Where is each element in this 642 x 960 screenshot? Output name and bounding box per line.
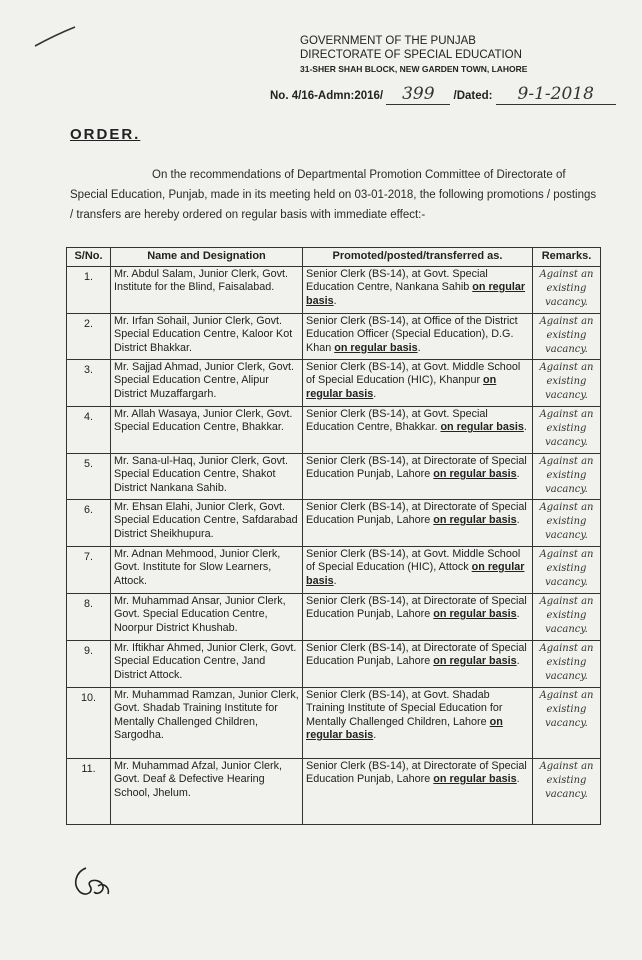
row-name-designation: Mr. Adnan Mehmood, Junior Clerk, Govt. Institute for Slow Learners, Attock. [111,546,303,593]
table-header-row [67,248,601,267]
regular-basis-text: on regular basis [433,608,517,620]
regular-basis-text: on regular basis [306,374,497,400]
regular-basis-text: on regular basis [433,468,517,480]
row-sno: 5. [67,453,111,499]
row-promoted-as: Senior Clerk (BS-14), at Directorate of Special Education Punjab, Lahore on regular basis. [303,640,533,687]
row-remarks: Against an existing vacancy. [533,758,601,824]
regular-basis-text: on regular basis [440,421,524,433]
row-name-designation: Mr. Muhammad Ansar, Junior Clerk, Govt. Special Education Centre, Noorpur District Khushab. [111,593,303,640]
promoted-text: Senior Clerk (BS-14), at Govt. Special Education Centre, Bhakkar. [306,407,488,433]
promoted-text: Senior Clerk (BS-14), at Directorate of Special Education Punjab, Lahore [306,759,527,785]
regular-basis-text: on regular basis [433,773,517,785]
row-promoted-as: Senior Clerk (BS-14), at Directorate of Special Education Punjab, Lahore on regular basis. [303,758,533,824]
promoted-text: Senior Clerk (BS-14), at Directorate of Special Education Punjab, Lahore [306,594,527,620]
row-sno: 7. [67,546,111,593]
row-promoted-as: Senior Clerk (BS-14), at Directorate of Special Education Punjab, Lahore on regular basis. [303,499,533,546]
row-remarks: Against an existing vacancy. [533,546,601,593]
table-row [67,499,601,546]
row-remarks: Against an existing vacancy. [533,266,601,313]
row-promoted-as: Senior Clerk (BS-14), at Govt. Special Education Centre, Nankana Sahib on regular basis. [303,266,533,313]
row-name-designation: Mr. Iftikhar Ahmed, Junior Clerk, Govt. Special Education Centre, Jand District Attock. [111,640,303,687]
row-promoted-as: Senior Clerk (BS-14), at Directorate of Special Education Punjab, Lahore on regular basis. [303,453,533,499]
row-name-designation: Mr. Sajjad Ahmad, Junior Clerk, Govt. Special Education Centre, Alipur District Muzaffargarh. [111,359,303,406]
letterhead [300,34,540,76]
row-sno: 9. [67,640,111,687]
reference-number: 399 [386,84,450,105]
row-sno: 11. [67,758,111,824]
row-promoted-as: Senior Clerk (BS-14), at Govt. Special Education Centre, Bhakkar. on regular basis. [303,406,533,453]
promoted-text: Senior Clerk (BS-14), at Directorate of Special Education Punjab, Lahore [306,641,527,667]
row-sno: 10. [67,687,111,758]
promoted-text: Senior Clerk (BS-14), at Office of the District Education Officer (Special Education), D.G. Khan [306,314,518,354]
row-remarks: Against an existing vacancy. [533,313,601,359]
table-row [67,266,601,313]
reference-line [270,84,616,105]
order-title: ORDER. [70,126,141,143]
row-promoted-as: Senior Clerk (BS-14), at Govt. Shadab Training Institute of Special Education for Mentally Challenged Children, Lahore on regular basis. [303,687,533,758]
regular-basis-text: on regular basis [334,341,418,354]
pen-mark-icon [32,24,78,50]
row-promoted-as: Senior Clerk (BS-14), at Govt. Middle School of Special Education (HIC), Khanpur on regular basis. [303,359,533,406]
header-promoted: Promoted/posted/transferred as. [303,248,533,267]
row-name-designation: Mr. Muhammad Afzal, Junior Clerk, Govt. Deaf & Defective Hearing School, Jhelum. [111,758,303,824]
regular-basis-text: on regular basis [306,715,503,741]
row-name-designation: Mr. Sana-ul-Haq, Junior Clerk, Govt. Special Education Centre, Shakot District Nankana Sahib. [111,453,303,499]
promotions-table [66,247,601,825]
promoted-text: Senior Clerk (BS-14), at Govt. Special Education Centre, Nankana Sahib [306,267,488,293]
promoted-text: Senior Clerk (BS-14), at Govt. Shadab Training Institute of Special Education for Mentally Challenged Children, Lahore [306,688,503,728]
table-row [67,453,601,499]
table-row [67,687,601,758]
regular-basis-text: on regular basis [306,561,525,587]
row-promoted-as: Senior Clerk (BS-14), at Office of the District Education Officer (Special Education), D.G. Khan on regular basis. [303,313,533,359]
table-row [67,640,601,687]
regular-basis-text: on regular basis [306,281,526,307]
row-name-designation: Mr. Abdul Salam, Junior Clerk, Govt. Institute for the Blind, Faisalabad. [111,266,303,313]
table-row [67,593,601,640]
regular-basis-text: on regular basis [433,514,517,526]
promoted-text: Senior Clerk (BS-14), at Govt. Middle School of Special Education (HIC), Khanpur [306,360,521,386]
letterhead-line-directorate: DIRECTORATE OF SPECIAL EDUCATION [300,49,522,61]
regular-basis-text: on regular basis [433,655,517,667]
signature-icon [68,862,120,902]
row-name-designation: Mr. Muhammad Ramzan, Junior Clerk, Govt. Shadab Training Institute for Mentally Challenged Children, Sargodha. [111,687,303,758]
dated-label: /Dated: [453,90,493,102]
row-sno: 3. [67,359,111,406]
row-promoted-as: Senior Clerk (BS-14), at Govt. Middle School of Special Education (HIC), Attock on regular basis. [303,546,533,593]
reference-date: 9-1-2018 [496,84,616,105]
row-remarks: Against an existing vacancy. [533,640,601,687]
row-sno: 4. [67,406,111,453]
row-sno: 8. [67,593,111,640]
promoted-text: Senior Clerk (BS-14), at Directorate of Special Education Punjab, Lahore [306,454,527,480]
row-remarks: Against an existing vacancy. [533,687,601,758]
row-remarks: Against an existing vacancy. [533,453,601,499]
promoted-text: Senior Clerk (BS-14), at Directorate of Special Education Punjab, Lahore [306,500,527,526]
row-name-designation: Mr. Ehsan Elahi, Junior Clerk, Govt. Special Education Centre, Safdarabad District Sheikhupura. [111,499,303,546]
header-sno: S/No. [67,248,111,267]
table-row [67,359,601,406]
intro-paragraph: On the recommendations of Departmental Promotion Committee of Directorate of Special Education, Punjab, made in its meeting held on 03-01-2018, the following promotions / postings / transfers are hereby ordered on regular basis with immediate effect:- [70,169,597,221]
reference-prefix: No. 4/16-Admn:2016/ [270,90,384,102]
header-remarks: Remarks. [533,248,601,267]
row-remarks: Against an existing vacancy. [533,359,601,406]
row-sno: 2. [67,313,111,359]
row-name-designation: Mr. Allah Wasaya, Junior Clerk, Govt. Special Education Centre, Bhakkar. [111,406,303,453]
letterhead-line-government: GOVERNMENT OF THE PUNJAB [300,35,476,47]
letterhead-line-address: 31-SHER SHAH BLOCK, NEW GARDEN TOWN, LAHORE [300,64,528,74]
row-sno: 1. [67,266,111,313]
row-remarks: Against an existing vacancy. [533,406,601,453]
promoted-text: Senior Clerk (BS-14), at Govt. Middle School of Special Education (HIC), Attock [306,547,521,573]
header-name: Name and Designation [111,248,303,267]
table-body [67,266,601,824]
table-row [67,758,601,824]
row-remarks: Against an existing vacancy. [533,593,601,640]
table-row [67,406,601,453]
table-row [67,546,601,593]
table-row [67,313,601,359]
row-sno: 6. [67,499,111,546]
row-promoted-as: Senior Clerk (BS-14), at Directorate of Special Education Punjab, Lahore on regular basis. [303,593,533,640]
row-remarks: Against an existing vacancy. [533,499,601,546]
row-name-designation: Mr. Irfan Sohail, Junior Clerk, Govt. Special Education Centre, Kaloor Kot District Bhakkar. [111,313,303,359]
